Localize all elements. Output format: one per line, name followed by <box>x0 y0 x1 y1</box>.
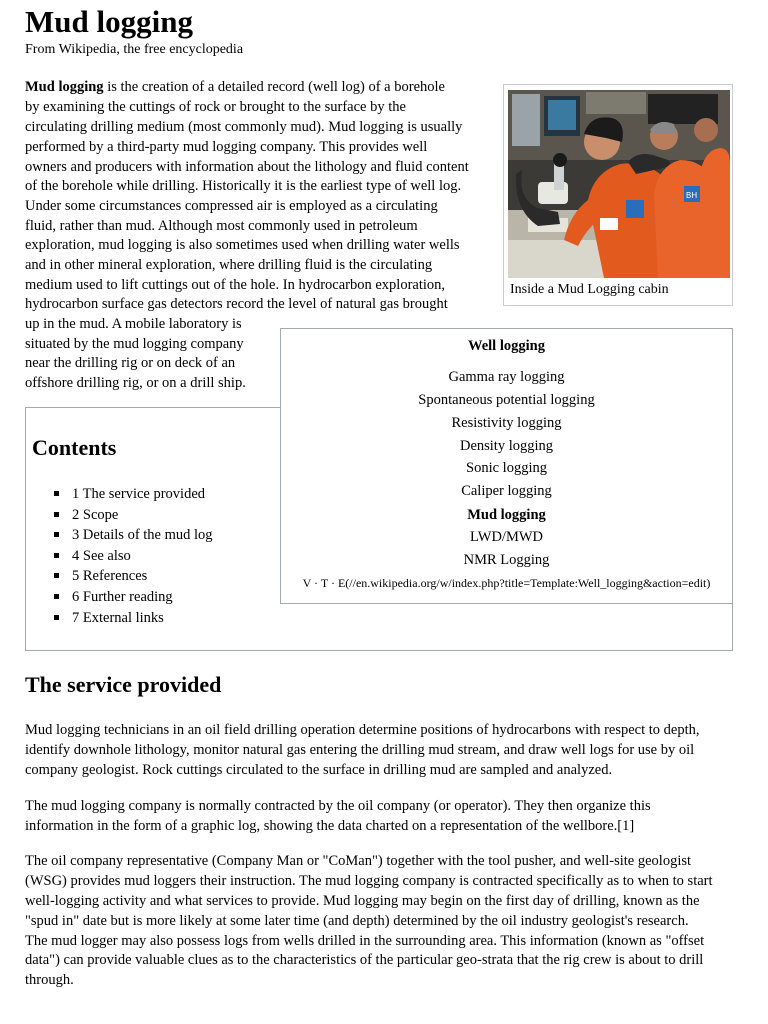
toc-item-label[interactable]: 5 References <box>72 568 148 584</box>
intro-line: circulating drilling medium (most commonly mud). Mud logging is usually <box>25 119 463 135</box>
intro-line: situated by the mud logging company <box>25 336 244 352</box>
well-logging-navbox <box>280 328 733 604</box>
bullet-icon <box>54 615 59 620</box>
intro-line: near the drilling rig or on deck of an <box>25 355 236 371</box>
mud-logging-cabin-photo[interactable] <box>508 90 730 278</box>
navbox-item[interactable]: Gamma ray logging <box>448 369 565 385</box>
navbox-item[interactable]: Spontaneous potential logging <box>418 392 595 408</box>
toc-item-label[interactable]: 1 The service provided <box>72 486 206 502</box>
intro-bold-term: Mud logging <box>25 79 104 95</box>
intro-line: and in other mineral exploration, where drilling fluid is the circulating <box>25 257 433 273</box>
bullet-icon <box>54 573 59 578</box>
paragraph-line: identify downhole lithology, monitor natural gas entering the drilling mud stream, and draw well logs for use by oil <box>25 742 695 758</box>
navbox-vte-links[interactable]: V · T · E(//en.wikipedia.org/w/index.php?title=Template:Well_logging&action=edit) <box>302 576 711 590</box>
intro-line: hydrocarbon surface gas detectors record the level of natural gas brought <box>25 296 448 312</box>
navbox-item-current: Mud logging <box>467 507 546 523</box>
figure-thumbnail <box>503 84 733 306</box>
intro-first-line-text: is the creation of a detailed record (well log) of a borehole <box>103 79 445 95</box>
navbox-item[interactable]: Density logging <box>459 438 554 454</box>
intro-line: medium used to lift cuttings out of the hole. In hydrocarbon exploration, <box>25 277 446 293</box>
page-title: Mud logging <box>25 4 193 39</box>
page-subtitle: From Wikipedia, the free encyclopedia <box>25 42 244 57</box>
paragraph-line: (WSG) provides mud loggers their instruction. The mud logging company is contracted specifically as to when to start <box>25 873 713 889</box>
navbox-item[interactable]: Caliper logging <box>461 483 552 499</box>
toc-item-label[interactable]: 3 Details of the mud log <box>72 527 213 543</box>
toc-item-label[interactable]: 6 Further reading <box>72 589 173 605</box>
toc-item-label[interactable]: 4 See also <box>72 548 131 564</box>
intro-line: fluid, rather than mud. Although most commonly used in petroleum <box>25 218 418 234</box>
intro-line: by examining the cuttings of rock or brought to the surface by the <box>25 99 406 115</box>
photo-illustration <box>508 90 730 278</box>
paragraph-line: Mud logging technicians in an oil field drilling operation determine positions of hydrocarbons with respect to depth, <box>25 722 700 738</box>
intro-line: up in the mud. A mobile laboratory is <box>25 316 242 332</box>
intro-line: offshore drilling rig, or on a drill ship. <box>25 375 246 391</box>
paragraph-line: through. <box>25 972 74 988</box>
paragraph-line: The mud logging company is normally contracted by the oil company (or operator). They then organize this <box>25 798 651 814</box>
paragraph-line: The mud logger may also possess logs from wells drilled in the surrounding area. This information (known as "offset <box>25 933 705 949</box>
navbox-title[interactable]: Well logging <box>468 338 545 354</box>
paragraph-line: well-logging activity and what services to provide. Mud logging may begin on the first day of drilling, known as the <box>25 893 700 909</box>
toc-item-label[interactable]: 2 Scope <box>72 507 119 523</box>
intro-line: owners and producers with information about the lithology and fluid content <box>25 159 469 175</box>
navbox-item[interactable]: Sonic logging <box>466 460 547 476</box>
intro-line: performed by a third-party mud logging company. This provides well <box>25 139 428 155</box>
bullet-icon <box>54 594 59 599</box>
intro-line <box>25 77 445 97</box>
bullet-icon <box>54 553 59 558</box>
figure-caption: Inside a Mud Logging cabin <box>510 282 669 297</box>
navbox-item[interactable]: NMR Logging <box>463 552 550 568</box>
paragraph-line: company geologist. Rock cuttings circulated to the surface in drilling mud are sampled and analyzed. <box>25 762 613 778</box>
paragraph-line: The oil company representative (Company Man or "CoMan") together with the tool pusher, and well-site geologist <box>25 853 692 869</box>
intro-line: Under some circumstances compressed air is employed as a circulating <box>25 198 438 214</box>
section-heading: The service provided <box>25 672 222 697</box>
paragraph-line: data") can provide valuable clues as to the characteristics of the particular geo-strata that the rig crew is about to drill <box>25 952 704 968</box>
bullet-icon <box>54 512 59 517</box>
paragraph-line: information in the form of a graphic log, showing the data charted on a representation of the wellbore.[1] <box>25 818 635 834</box>
intro-line: of the borehole while drilling. Historically it is the earliest type of well log. <box>25 178 462 194</box>
toc-item-label[interactable]: 7 External links <box>72 610 164 626</box>
navbox-item[interactable]: Resistivity logging <box>451 415 562 431</box>
navbox-item[interactable]: LWD/MWD <box>469 529 544 545</box>
contents-title: Contents <box>32 435 117 460</box>
coverall-badge: BH <box>686 191 698 200</box>
bullet-icon <box>54 532 59 537</box>
intro-line: exploration, mud logging is also sometimes used when drilling water wells <box>25 237 460 253</box>
paragraph-line: "spud in" date but is more likely at some later time (and depth) determined by the oil industry geologist's research. <box>25 913 689 929</box>
bullet-icon <box>54 491 59 496</box>
